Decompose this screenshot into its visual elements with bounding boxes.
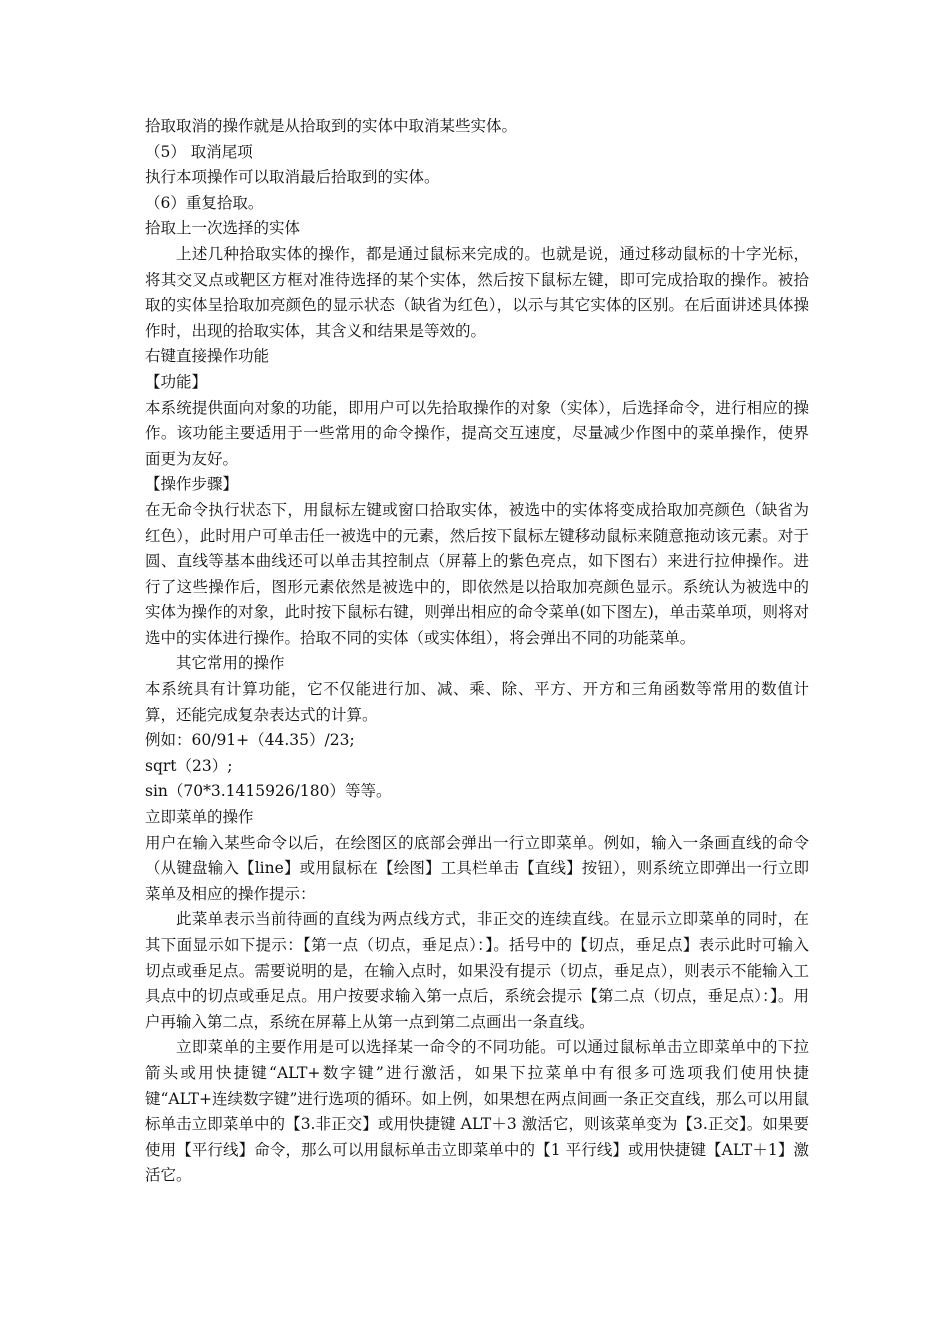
text-line-repeat-pick-heading: （6）重复拾取。	[145, 193, 264, 212]
text-line-pick-last: 拾取上一次选择的实体	[145, 219, 301, 238]
paragraph-calc-desc: 本系统具有计算功能，它不仅能进行加、减、乘、除、平方、开方和三角函数等常用的数值计算，还能完成复杂表达式的计算。	[145, 680, 809, 724]
paragraph-immediate-menu-prompt: 此菜单表示当前待画的直线为两点线方式，非正交的连续直线。在显示立即菜单的同时，在其下面显示如下提示：【第一点（切点，垂足点）：】。括号中的【切点，垂足点】表示此时可输入切点或垂足点。需要说明的是，在输入点时，如果没有提示（切点，垂足点），则表示不能输入工具点中的切点或垂足点。用户按要求输入第一点后，系统会提示【第二点（切点，垂足点）：】。用户再输入第二点，系统在屏幕上从第一点到第二点画出一条直线。	[145, 910, 809, 1031]
subheading-function: 【功能】	[145, 372, 208, 391]
section-heading-right-click: 右键直接操作功能	[145, 347, 270, 366]
paragraph-pick-overview: 上述几种拾取实体的操作，都是通过鼠标来完成的。也就是说，通过移动鼠标的十字光标，将其交叉点或靶区方框对准待选择的某个实体，然后按下鼠标左键，即可完成拾取的操作。被拾取的实体呈拾取加亮颜色的显示状态（缺省为红色），以示与其它实体的区别。在后面讲述具体操作时，出现的拾取实体，其含义和结果是等效的。	[145, 244, 809, 340]
example-line-3: sin（70*3.1415926/180）等等。	[145, 782, 392, 801]
section-heading-other-ops: 其它常用的操作	[176, 654, 285, 673]
section-heading-immediate-menu: 立即菜单的操作	[145, 808, 254, 827]
text-line-pick-cancel: 拾取取消的操作就是从拾取到的实体中取消某些实体。	[145, 117, 518, 135]
paragraph-steps-desc: 在无命令执行状态下，用鼠标左键或窗口拾取实体，被选中的实体将变成拾取加亮颜色（缺省为红色），此时用户可单击任一被选中的元素，然后按下鼠标左键移动鼠标来随意拖动该元素。对于圆、直线等基本曲线还可以单击其控制点（屏幕上的紫色亮点，如下图右）来进行拉伸操作。进行了这些操作后，图形元素依然是被选中的，即依然是以拾取加亮颜色显示。系统认为被选中的实体为操作的对象，此时按下鼠标右键，则弹出相应的命令菜单(如下图左)，单击菜单项，则将对选中的实体进行操作。拾取不同的实体（或实体组），将会弹出不同的功能菜单。	[145, 500, 809, 647]
example-line-2: sqrt（23）;	[145, 756, 233, 775]
paragraph-immediate-menu-usage: 立即菜单的主要作用是可以选择某一命令的不同功能。可以通过鼠标单击立即菜单中的下拉箭头或用快捷键“ALT+数字键”进行激活，如果下拉菜单中有很多可选项我们使用快捷键“ALT+连续数字键”进行选项的循环。如上例，如果想在两点间画一条正交直线，那么可以用鼠标单击立即菜单中的【3.非正交】或用快捷键 ALT＋3 激活它，则该菜单变为【3.正交】。如果要使用【平行线】命令，那么可以用鼠标单击立即菜单中的【1 平行线】或用快捷键【ALT＋1】激活它。	[145, 1038, 809, 1185]
subheading-steps: 【操作步骤】	[145, 475, 239, 494]
paragraph-function-desc: 本系统提供面向对象的功能，即用户可以先拾取操作的对象（实体），后选择命令，进行相应的操作。该功能主要适用于一些常用的命令操作，提高交互速度，尽量减少作图中的菜单操作，使界面更为友好。	[145, 398, 809, 468]
document-page	[145, 114, 809, 1189]
text-line-cancel-tail-desc: 执行本项操作可以取消最后拾取到的实体。	[145, 168, 440, 187]
example-line-1: 例如：60/91+（44.35）/23;	[145, 731, 355, 750]
text-line-cancel-tail-heading: （5） 取消尾项	[145, 142, 253, 161]
paragraph-immediate-menu-intro: 用户在输入某些命令以后，在绘图区的底部会弹出一行立即菜单。例如，输入一条画直线的命令（从键盘输入【line】或用鼠标在【绘图】工具栏单击【直线】按钮），则系统立即弹出一行立即菜单及相应的操作提示：	[145, 833, 809, 903]
